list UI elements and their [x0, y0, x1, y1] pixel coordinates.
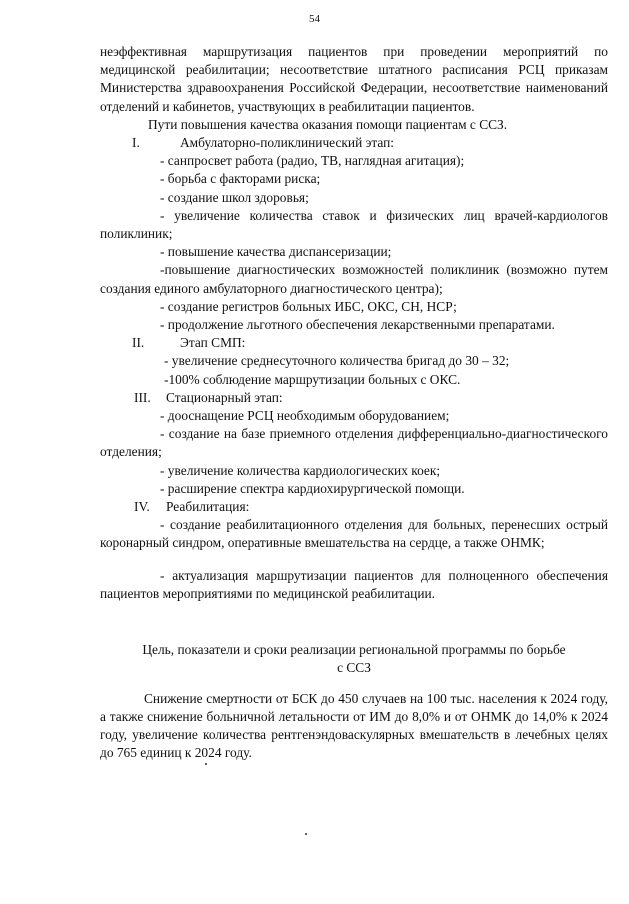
- stage-1-item: - борьба с факторами риска;: [160, 171, 321, 187]
- stage-3-item: - увеличение количества кардиологических коек;: [160, 462, 441, 478]
- stage-2-heading: [100, 334, 608, 352]
- document-body: [100, 43, 608, 762]
- stage-2-item: -100% соблюдение маршрутизации больных с ОКС.: [164, 371, 461, 387]
- stage-1-item: - увеличение количества ставок и физических лиц врачей-кардиологов поликлиник;: [100, 207, 608, 242]
- stage-1-item: - создание регистров больных ИБС, ОКС, СН, НСР;: [160, 298, 457, 314]
- stage-1-item: - создание школ здоровья;: [160, 189, 309, 205]
- stage-3-item: - создание на базе приемного отделения дифференциально-диагностического отделения;: [100, 426, 608, 460]
- stage-2-title: Этап СМП:: [180, 335, 246, 351]
- stage-4-item: - создание реабилитационного отделения для больных, перенесших острый коронарный синдром, оперативные вмешательства на сердце, а также ОНМК;: [100, 517, 608, 551]
- goal-paragraph: Снижение смертности от БСК до 450 случаев на 100 тыс. населения к 2024 году, а также снижение больничной летальности от ИМ до 8,0% и от ОНМК до 14,0% к 2024 году, увеличение количества рентгенэндоваскулярных вмешательств в лечебных целях до 765 единиц к 2024 году.: [100, 690, 608, 761]
- stage-3-heading: [100, 389, 608, 407]
- stage-4-item: - актуализация маршрутизации пациентов для полноценного обеспечения пациентов мероприятиями по медицинской реабилитации.: [100, 567, 608, 601]
- intro-paragraph: неэффективная маршрутизация пациентов при проведении мероприятий по медицинской реабилитации; несоответствие штатного расписания РСЦ приказам Министерства здравоохранения Российской Федерации, несоответствие наименований отделений и кабинетов, участвующих в реабилитации пациентов.: [100, 44, 608, 114]
- scan-speck: [205, 763, 207, 765]
- stage-1-item: -повышение диагностических возможностей поликлиник (возможно путем создания единого амбулаторного диагностического центра);: [100, 262, 608, 296]
- stage-1-item: - продолжение льготного обеспечения лекарственными препаратами.: [160, 317, 555, 333]
- ways-title: Пути повышения качества оказания помощи пациентам с ССЗ.: [148, 116, 508, 132]
- scan-speck: [305, 833, 307, 835]
- stage-1-item: - повышение качества диспансеризации;: [160, 244, 392, 260]
- stage-1-title: Амбулаторно-поликлинический этап:: [180, 135, 394, 151]
- stage-2-number: II.: [132, 335, 145, 351]
- stage-3-item: - дооснащение РСЦ необходимым оборудованием;: [160, 408, 450, 424]
- stage-3-title: Стационарный этап:: [166, 389, 283, 405]
- goal-title: Цель, показатели и сроки реализации региональной программы по борьбе: [142, 642, 566, 658]
- stage-4-title: Реабилитация:: [166, 499, 250, 515]
- stage-1-heading: [100, 134, 608, 152]
- stage-3-item: - расширение спектра кардиохирургической помощи.: [160, 480, 465, 496]
- stage-1-number: I.: [132, 135, 140, 151]
- stage-1-item: - санпросвет работа (радио, ТВ, наглядная агитация);: [160, 153, 465, 169]
- page-number: 54: [309, 13, 320, 25]
- stage-2-item: - увеличение среднесуточного количества бригад до 30 – 32;: [164, 353, 510, 369]
- stage-4-heading: [100, 498, 608, 516]
- stage-3-number: III.: [134, 389, 151, 405]
- goal-title-line-2: с ССЗ: [337, 660, 371, 676]
- stage-4-number: IV.: [134, 499, 150, 515]
